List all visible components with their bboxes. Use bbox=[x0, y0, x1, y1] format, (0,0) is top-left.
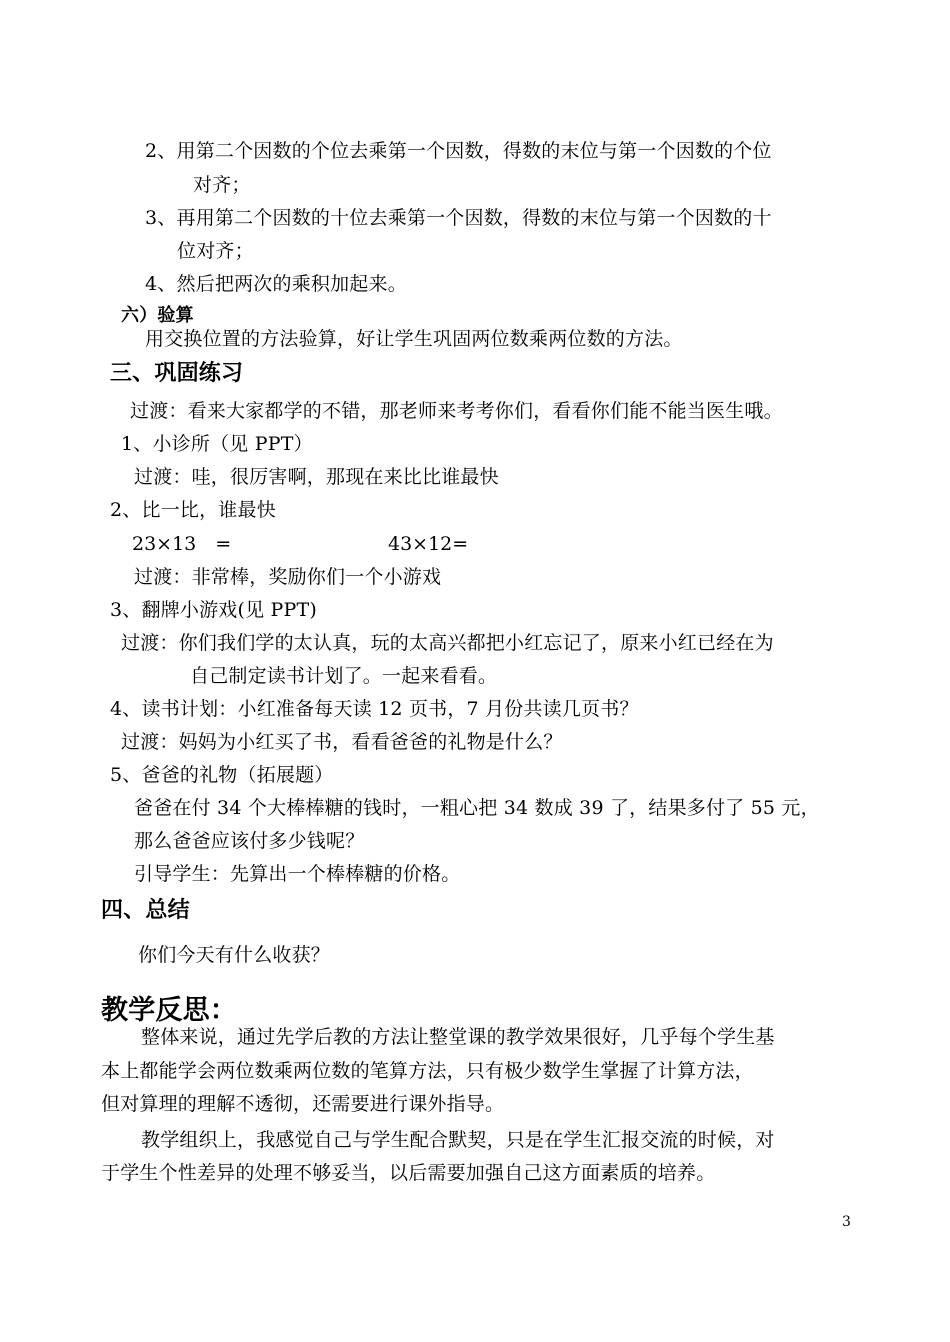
verify-heading: 六）验算 bbox=[121, 305, 194, 326]
practice-transition-5: 过渡：妈妈为小红买了书，看看爸爸的礼物是什么？ bbox=[121, 731, 563, 753]
practice-heading: 三、巩固练习 bbox=[110, 361, 244, 386]
reflection-p2-line-1: 教学组织上，我感觉自己与学生配合默契，只是在学生汇报交流的时候，对 bbox=[141, 1129, 775, 1151]
practice-item-4: 4、读书计划：小红准备每天读 12 页书，7 月份共读几页书？ bbox=[110, 698, 639, 720]
practice-item-2: 2、比一比，谁最快 bbox=[110, 499, 276, 521]
practice-transition-2: 过渡：哇，很厉害啊，那现在来比比谁最快 bbox=[134, 466, 499, 488]
method-step-3-line-2: 位对齐； bbox=[177, 240, 254, 262]
reflection-p1-line-3: 但对算理的理解不透彻，还需要进行课外指导。 bbox=[101, 1093, 505, 1115]
reflection-p2-line-2: 于学生个性差异的处理不够妥当，以后需要加强自己这方面素质的培养。 bbox=[101, 1162, 716, 1184]
practice-transition-1: 过渡：看来大家都学的不错，那老师来考考你们，看看你们能不能当医生哦。 bbox=[130, 400, 783, 422]
verify-text: 用交换位置的方法验算，好让学生巩固两位数乘两位数的方法。 bbox=[145, 328, 683, 350]
practice-calc-b: 43×12= bbox=[388, 533, 469, 555]
reflection-p1-line-2: 本上都能学会两位数乘两位数的笔算方法，只有极少数学生掌握了计算方法， bbox=[101, 1060, 754, 1082]
reflection-p1-line-1: 整体来说，通过先学后教的方法让整堂课的教学效果很好，几乎每个学生基 bbox=[141, 1026, 775, 1048]
method-step-2-line-2: 对齐； bbox=[193, 174, 251, 196]
page-number: 3 bbox=[842, 1214, 851, 1230]
practice-transition-4-line-2: 自己制定读书计划了。一起来看看。 bbox=[190, 665, 498, 687]
practice-item-5: 5、爸爸的礼物（拓展题） bbox=[110, 764, 334, 786]
practice-item-5-line-2: 那么爸爸应该付多少钱呢？ bbox=[134, 830, 365, 852]
practice-item-1: 1、小诊所（见 PPT） bbox=[121, 433, 313, 455]
method-step-2-line-1: 2、用第二个因数的个位去乘第一个因数，得数的末位与第一个因数的个位 bbox=[145, 140, 772, 162]
method-step-3-line-1: 3、再用第二个因数的十位去乘第一个因数，得数的末位与第一个因数的十 bbox=[145, 207, 772, 229]
practice-transition-3: 过渡：非常棒，奖励你们一个小游戏 bbox=[134, 566, 442, 588]
reflection-heading: 教学反思： bbox=[101, 995, 237, 1026]
practice-item-5-line-1: 爸爸在付 34 个大棒棒糖的钱时，一粗心把 34 数成 39 了，结果多付了 55 元， bbox=[134, 797, 820, 819]
practice-calc-a: 23×13 = bbox=[132, 533, 232, 555]
practice-transition-4-line-1: 过渡：你们我们学的太认真，玩的太高兴都把小红忘记了，原来小红已经在为 bbox=[121, 632, 774, 654]
practice-item-3: 3、翻牌小游戏(见 PPT) bbox=[110, 599, 317, 621]
practice-item-5-guide: 引导学生：先算出一个棒棒糖的价格。 bbox=[134, 863, 461, 885]
summary-heading: 四、总结 bbox=[101, 898, 190, 923]
method-step-4: 4、然后把两次的乘积加起来。 bbox=[145, 273, 407, 295]
summary-text: 你们今天有什么收获？ bbox=[138, 944, 331, 966]
